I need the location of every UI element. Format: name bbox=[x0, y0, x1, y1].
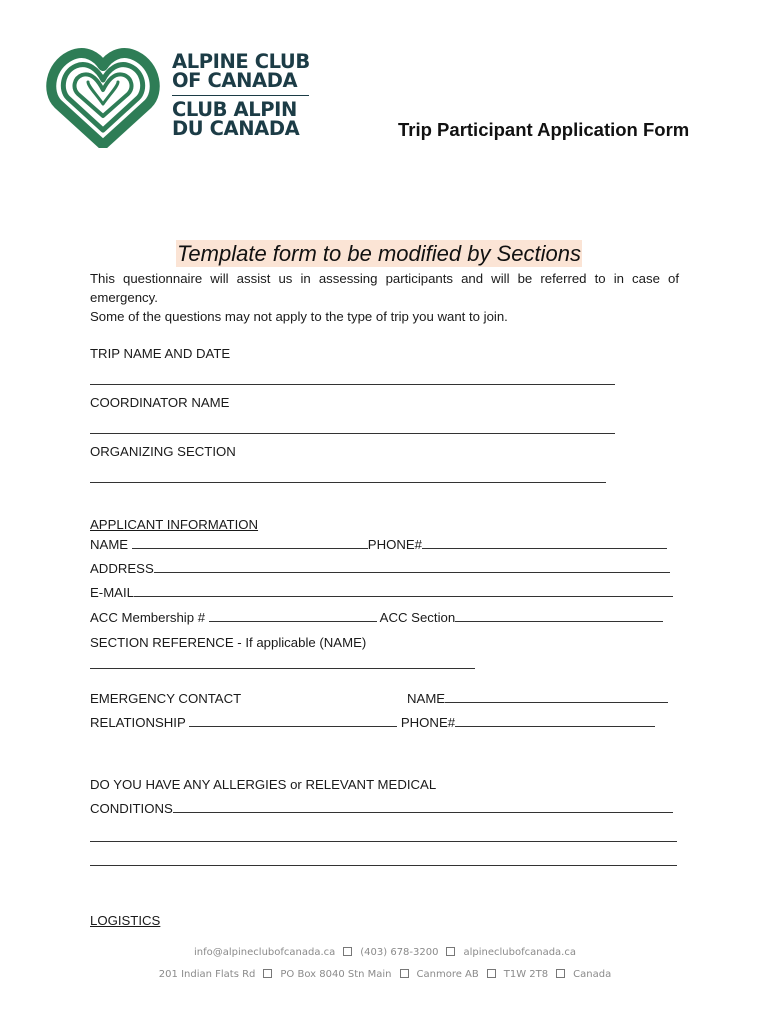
section-reference-label: SECTION REFERENCE - If applicable (NAME) bbox=[90, 635, 367, 650]
email-label: E-MAIL bbox=[90, 585, 134, 600]
logo-line-1: ALPINE CLUB bbox=[172, 50, 310, 73]
logo-divider bbox=[172, 95, 309, 96]
separator-box-icon bbox=[556, 969, 565, 978]
ec-name-row bbox=[407, 691, 668, 707]
address-row bbox=[90, 561, 670, 577]
acc-row bbox=[90, 610, 663, 626]
acc-section-label: ACC Section bbox=[379, 610, 456, 625]
ec-phone-field[interactable] bbox=[455, 715, 655, 727]
footer-po-box: PO Box 8040 Stn Main bbox=[280, 969, 392, 980]
separator-box-icon bbox=[263, 969, 272, 978]
section-reference-field[interactable] bbox=[90, 668, 475, 669]
footer-website[interactable]: alpineclubofcanada.ca bbox=[463, 947, 576, 958]
separator-box-icon bbox=[446, 947, 455, 956]
email-row bbox=[90, 585, 673, 601]
name-label: NAME bbox=[90, 537, 129, 552]
footer-country: Canada bbox=[573, 969, 612, 980]
allergies-field-2[interactable] bbox=[90, 841, 677, 842]
coordinator-name-field[interactable] bbox=[90, 433, 615, 434]
ec-name-label: NAME bbox=[407, 691, 446, 706]
separator-box-icon bbox=[343, 947, 352, 956]
form-title: Trip Participant Application Form bbox=[398, 119, 690, 140]
relationship-label: RELATIONSHIP bbox=[90, 715, 186, 730]
organizing-section-field[interactable] bbox=[90, 482, 606, 483]
footer-email[interactable]: info@alpineclubofcanada.ca bbox=[194, 947, 336, 958]
logo-line-3: CLUB ALPIN bbox=[172, 98, 297, 121]
ec-phone-label: PHONE# bbox=[400, 715, 456, 730]
coordinator-name-label: COORDINATOR NAME bbox=[90, 395, 230, 410]
phone-field[interactable] bbox=[422, 537, 667, 549]
template-banner: Template form to be modified by Sections bbox=[177, 241, 581, 266]
ec-name-field[interactable] bbox=[445, 691, 668, 703]
footer-postal: T1W 2T8 bbox=[503, 969, 549, 980]
relationship-row bbox=[90, 715, 655, 731]
footer-address-line bbox=[0, 969, 770, 980]
allergies-label-line-1: DO YOU HAVE ANY ALLERGIES or RELEVANT MEDICAL bbox=[90, 777, 437, 792]
emergency-contact-label: EMERGENCY CONTACT bbox=[90, 691, 242, 706]
intro-line-1: This questionnaire will assist us in assessing participants and will be referred to in case of bbox=[90, 271, 679, 286]
address-label: ADDRESS bbox=[90, 561, 154, 576]
separator-box-icon bbox=[400, 969, 409, 978]
logo-line-2: OF CANADA bbox=[172, 69, 298, 92]
logistics-heading: LOGISTICS bbox=[90, 913, 161, 928]
address-field[interactable] bbox=[154, 561, 670, 573]
acc-membership-field[interactable] bbox=[209, 610, 377, 622]
acc-membership-label: ACC Membership # bbox=[90, 610, 206, 625]
trip-name-date-field[interactable] bbox=[90, 384, 615, 385]
footer-street: 201 Indian Flats Rd bbox=[158, 969, 256, 980]
applicant-info-heading: APPLICANT INFORMATION bbox=[90, 517, 259, 532]
allergies-field-1[interactable] bbox=[173, 801, 673, 813]
footer-city: Canmore AB bbox=[416, 969, 479, 980]
allergies-label-line-2: CONDITIONS bbox=[90, 801, 173, 816]
logo-wordmark bbox=[172, 52, 310, 138]
name-field[interactable] bbox=[132, 537, 368, 549]
separator-box-icon bbox=[487, 969, 496, 978]
allergies-row bbox=[90, 801, 673, 817]
phone-label: PHONE# bbox=[367, 537, 423, 552]
organizing-section-label: ORGANIZING SECTION bbox=[90, 444, 236, 459]
alpine-club-logo-icon bbox=[46, 42, 160, 148]
acc-section-field[interactable] bbox=[455, 610, 663, 622]
name-row bbox=[90, 537, 667, 553]
intro-line-3: Some of the questions may not apply to the type of trip you want to join. bbox=[90, 309, 508, 324]
footer-phone: (403) 678-3200 bbox=[360, 947, 439, 958]
intro-line-2: emergency. bbox=[90, 290, 158, 305]
logo-line-4: DU CANADA bbox=[172, 117, 300, 140]
trip-name-date-label: TRIP NAME AND DATE bbox=[90, 346, 231, 361]
allergies-field-3[interactable] bbox=[90, 865, 677, 866]
email-field[interactable] bbox=[134, 585, 673, 597]
relationship-field[interactable] bbox=[189, 715, 397, 727]
footer-contact-line bbox=[0, 947, 770, 958]
